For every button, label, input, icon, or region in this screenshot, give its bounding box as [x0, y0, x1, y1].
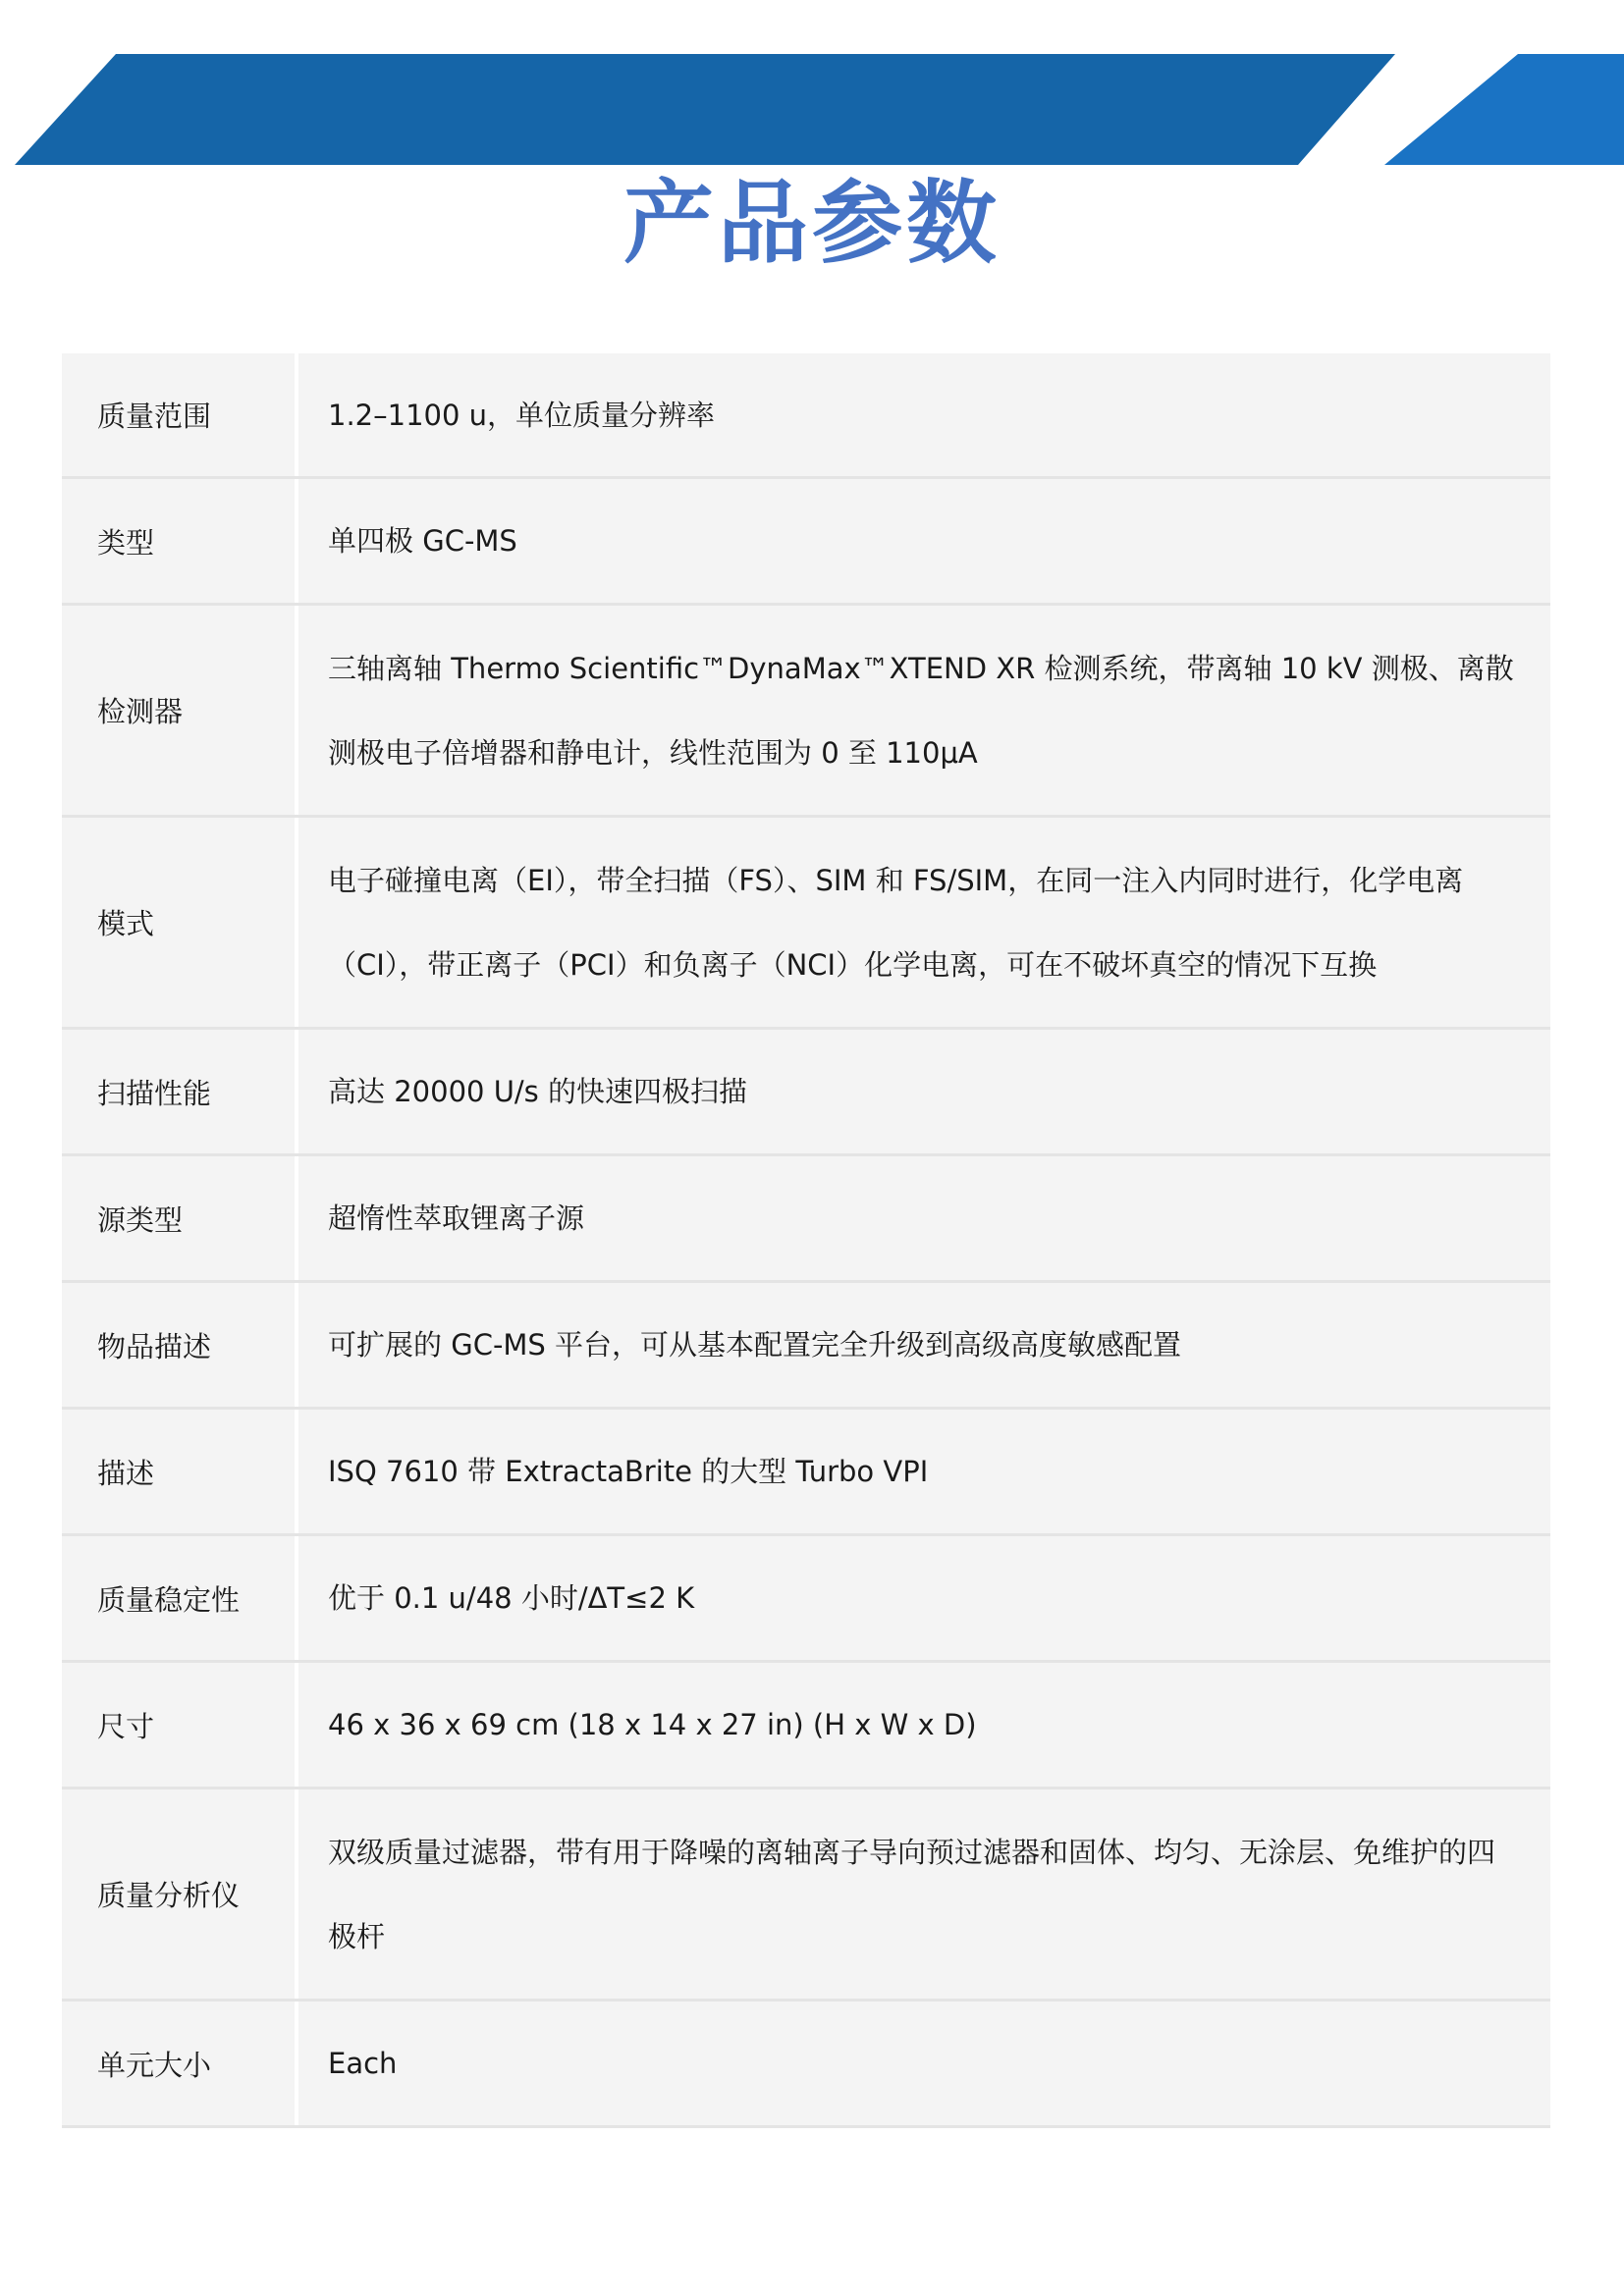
- spec-row: [62, 1410, 1550, 1536]
- spec-label: 模式: [62, 818, 295, 1027]
- spec-row: [62, 353, 1550, 479]
- spec-table: [62, 353, 1550, 2128]
- spec-value: 可扩展的 GC-MS 平台，可从基本配置完全升级到高级高度敏感配置: [298, 1283, 1550, 1407]
- spec-row: [62, 1789, 1550, 2002]
- spec-value: 高达 20000 U/s 的快速四极扫描: [298, 1030, 1550, 1153]
- spec-label: 质量范围: [62, 353, 295, 476]
- spec-label: 源类型: [62, 1156, 295, 1280]
- spec-value: 1.2–1100 u，单位质量分辨率: [298, 353, 1550, 476]
- spec-row: [62, 479, 1550, 606]
- spec-row: [62, 1536, 1550, 1663]
- banner-main-stripe: [15, 54, 1395, 165]
- spec-row: [62, 606, 1550, 818]
- spec-value: 双级质量过滤器，带有用于降噪的离轴离子导向预过滤器和固体、均匀、无涂层、免维护的四极杆: [298, 1789, 1550, 1999]
- page-title: 产品参数: [623, 171, 1001, 276]
- spec-value: 超惰性萃取锂离子源: [298, 1156, 1550, 1280]
- spec-value: ISQ 7610 带 ExtractaBrite 的大型 Turbo VPI: [298, 1410, 1550, 1533]
- spec-row: [62, 1030, 1550, 1156]
- spec-row: [62, 1283, 1550, 1410]
- spec-value: Each: [298, 2002, 1550, 2125]
- spec-label: 质量稳定性: [62, 1536, 295, 1660]
- spec-value: 单四极 GC-MS: [298, 479, 1550, 603]
- spec-label: 单元大小: [62, 2002, 295, 2125]
- spec-label: 检测器: [62, 606, 295, 815]
- spec-value: 电子碰撞电离（EI），带全扫描（FS）、SIM 和 FS/SIM，在同一注入内同时进行，化学电离（CI），带正离子（PCI）和负离子（NCI）化学电离，可在不破坏真空的情况下互换: [298, 818, 1550, 1027]
- spec-row: [62, 2002, 1550, 2128]
- spec-label: 扫描性能: [62, 1030, 295, 1153]
- spec-label: 描述: [62, 1410, 295, 1533]
- spec-row: [62, 818, 1550, 1030]
- spec-value: 46 x 36 x 69 cm (18 x 14 x 27 in) (H x W x D): [298, 1663, 1550, 1787]
- spec-label: 质量分析仪: [62, 1789, 295, 1999]
- banner-side-stripe: [1384, 54, 1624, 165]
- spec-value: 优于 0.1 u/48 小时/ΔT≤2 K: [298, 1536, 1550, 1660]
- header-banner: [0, 0, 1624, 172]
- spec-row: [62, 1156, 1550, 1283]
- spec-label: 类型: [62, 479, 295, 603]
- spec-row: [62, 1663, 1550, 1789]
- spec-label: 物品描述: [62, 1283, 295, 1407]
- spec-label: 尺寸: [62, 1663, 295, 1787]
- spec-value: 三轴离轴 Thermo Scientific™DynaMax™XTEND XR 检测系统，带离轴 10 kV 测极、离散测极电子倍增器和静电计，线性范围为 0 至 110μA: [298, 606, 1550, 815]
